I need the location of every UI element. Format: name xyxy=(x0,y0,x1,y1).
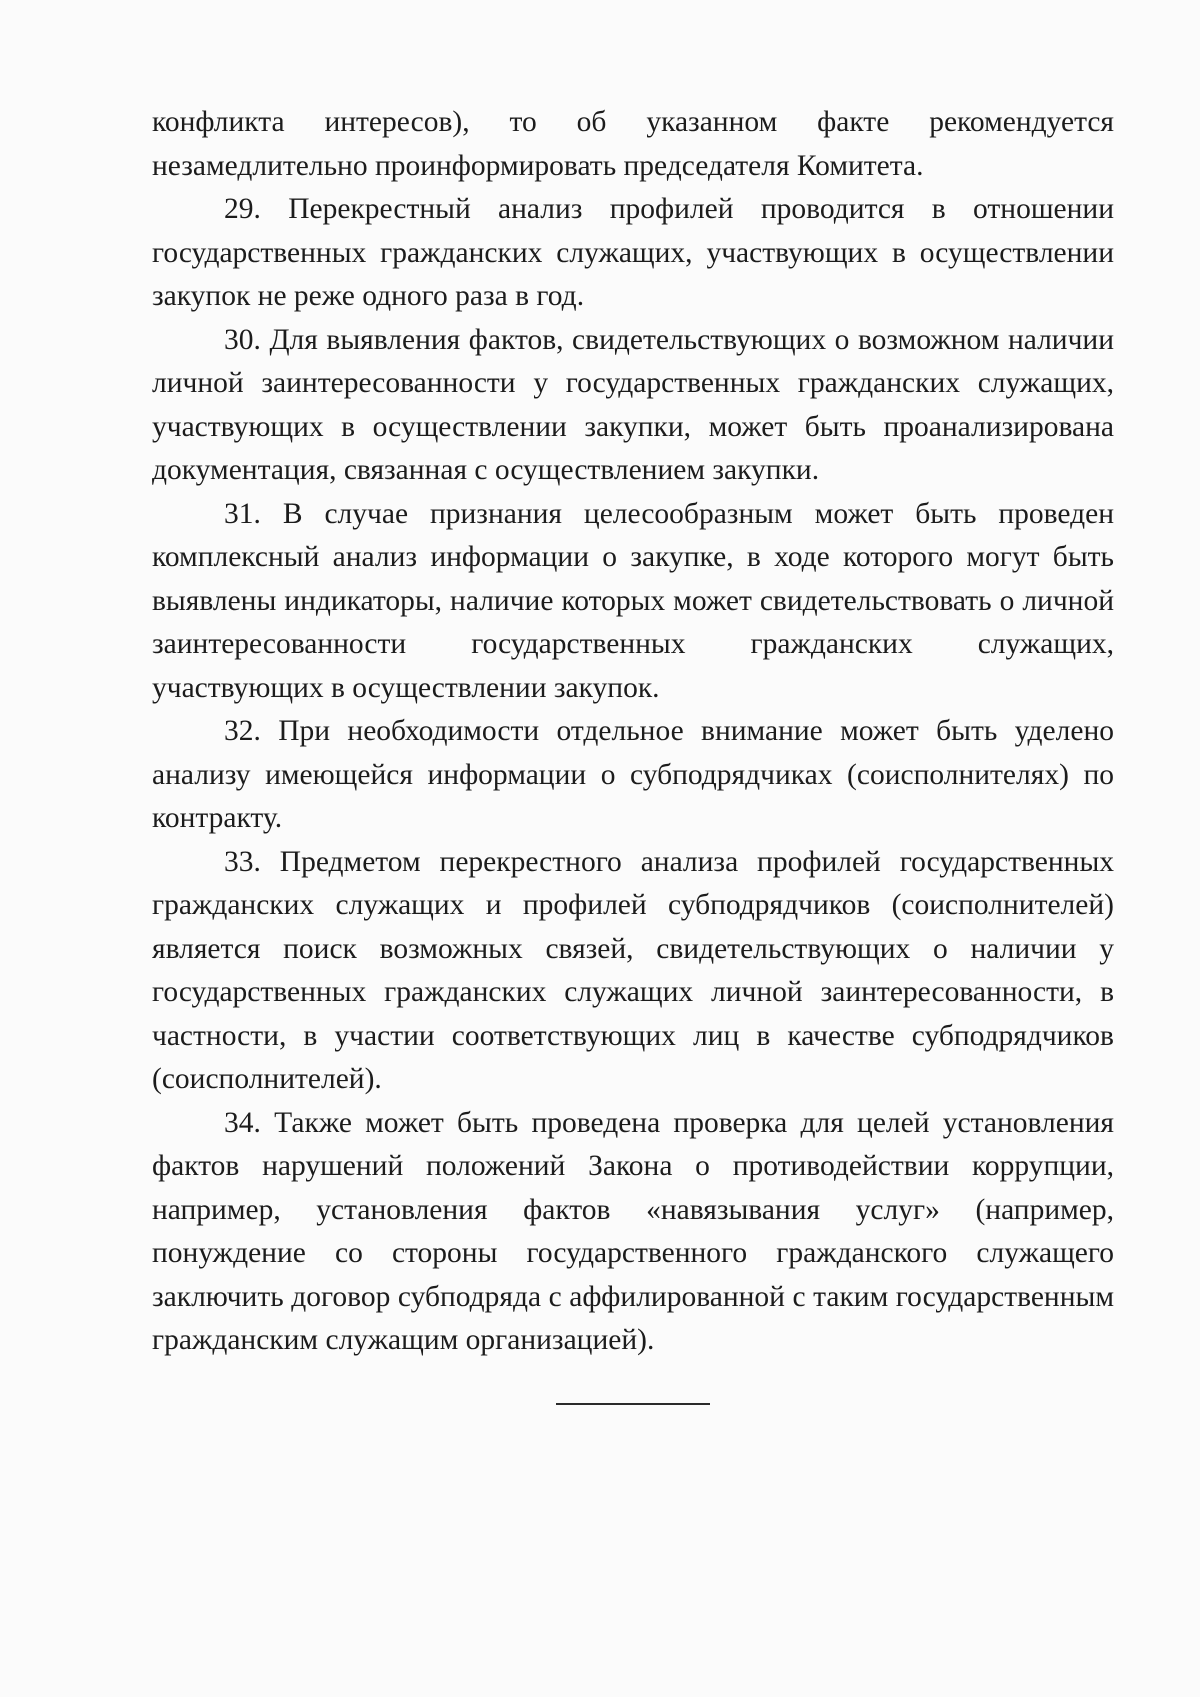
paragraph-text: конфликта интересов), то об указанном факте рекомендуется незамедлительно проинформировать председателя Комитета. xyxy=(152,106,1114,182)
paragraph-34 xyxy=(152,1102,1114,1363)
paragraph-text: Предметом перекрестного анализа профилей государственных гражданских служащих и профилей субподрядчиков (соисполнителей) является поиск возможных связей, свидетельствующих о наличии у государственных гражданских служащих личной заинтересованности, в частности, в участии соответствующих лиц в качестве субподрядчиков (соисполнителей). xyxy=(152,845,1115,1095)
paragraph-continuation xyxy=(152,101,1114,188)
paragraph-text: Перекрестный анализ профилей проводится в отношении государственных гражданских служащих, участвующих в осуществлении закупок не реже одного раза в год. xyxy=(152,193,1115,312)
document-body xyxy=(152,101,1114,1363)
paragraph-number: 31. xyxy=(224,497,261,530)
paragraph-number: 30. xyxy=(224,323,261,356)
paragraph-number: 32. xyxy=(224,715,261,747)
paragraph-32 xyxy=(152,710,1114,841)
paragraph-text: Для выявления фактов, свидетельствующих о возможном наличии личной заинтересованности у государственных гражданских служащих, участвующих в осуществлении закупки, может быть проанализирована документация, связанная с осуществлением закупки. xyxy=(152,323,1114,486)
paragraph-text: При необходимости отдельное внимание может быть уделено анализу имеющейся информации о субподрядчиках (соисполнителях) по контракту. xyxy=(152,715,1115,834)
paragraph-text: В случае признания целесообразным может быть проведен комплексный анализ информации о закупке, в ходе которого могут быть выявлены индикаторы, наличие которых может свидетельствовать о личной заинтересованности государственных гражданских служащих, участвующих в осуществлении закупок. xyxy=(152,497,1115,704)
paragraph-text: Также может быть проведена проверка для целей установления фактов нарушений положений Закона о противодействии коррупции, например, установления фактов «навязывания услуг» (например, понуждение со стороны государственного гражданского служащего заключить договор субподряда с аффилированной с таким государственным гражданским служащим организацией). xyxy=(152,1106,1114,1356)
paragraph-31 xyxy=(152,493,1114,711)
paragraph-number: 33. xyxy=(224,845,261,878)
paragraph-29 xyxy=(152,188,1114,319)
paragraph-number: 29. xyxy=(224,193,261,225)
paragraph-30 xyxy=(152,319,1114,493)
paragraph-33 xyxy=(152,841,1114,1102)
paragraph-number: 34. xyxy=(224,1106,261,1139)
end-of-document-rule xyxy=(556,1403,710,1405)
